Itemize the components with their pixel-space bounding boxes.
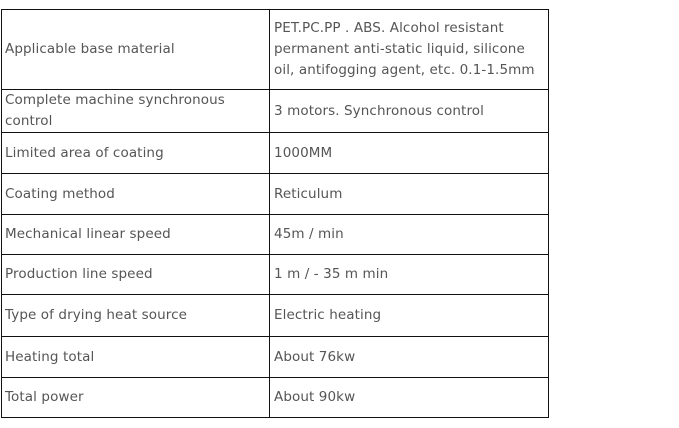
table-row <box>2 133 549 174</box>
spec-label: Production line speed <box>2 255 270 295</box>
spec-value: 1000MM <box>270 133 549 174</box>
spec-value: 3 motors. Synchronous control <box>270 90 549 133</box>
table-row <box>2 295 549 337</box>
table-row <box>2 337 549 378</box>
spec-label: Heating total <box>2 337 270 378</box>
specification-table <box>1 9 549 418</box>
spec-value: 45m / min <box>270 215 549 255</box>
spec-label: Applicable base material <box>2 10 270 90</box>
spec-value: PET.PC.PP . ABS. Alcohol resistant permanent anti-static liquid, silicone oil, antifogging agent, etc. 0.1-1.5mm <box>270 10 549 90</box>
spec-label: Coating method <box>2 174 270 215</box>
spec-label: Complete machine synchronous control <box>2 90 270 133</box>
spec-label: Type of drying heat source <box>2 295 270 337</box>
table-row <box>2 90 549 133</box>
table-row <box>2 378 549 418</box>
spec-value: 1 m / - 35 m min <box>270 255 549 295</box>
spec-value: About 76kw <box>270 337 549 378</box>
spec-value: Reticulum <box>270 174 549 215</box>
spec-label: Limited area of coating <box>2 133 270 174</box>
spec-value: Electric heating <box>270 295 549 337</box>
table-row <box>2 255 549 295</box>
table-row <box>2 174 549 215</box>
table-row <box>2 215 549 255</box>
spec-label: Mechanical linear speed <box>2 215 270 255</box>
spec-label: Total power <box>2 378 270 418</box>
spec-value: About 90kw <box>270 378 549 418</box>
table-row <box>2 10 549 90</box>
